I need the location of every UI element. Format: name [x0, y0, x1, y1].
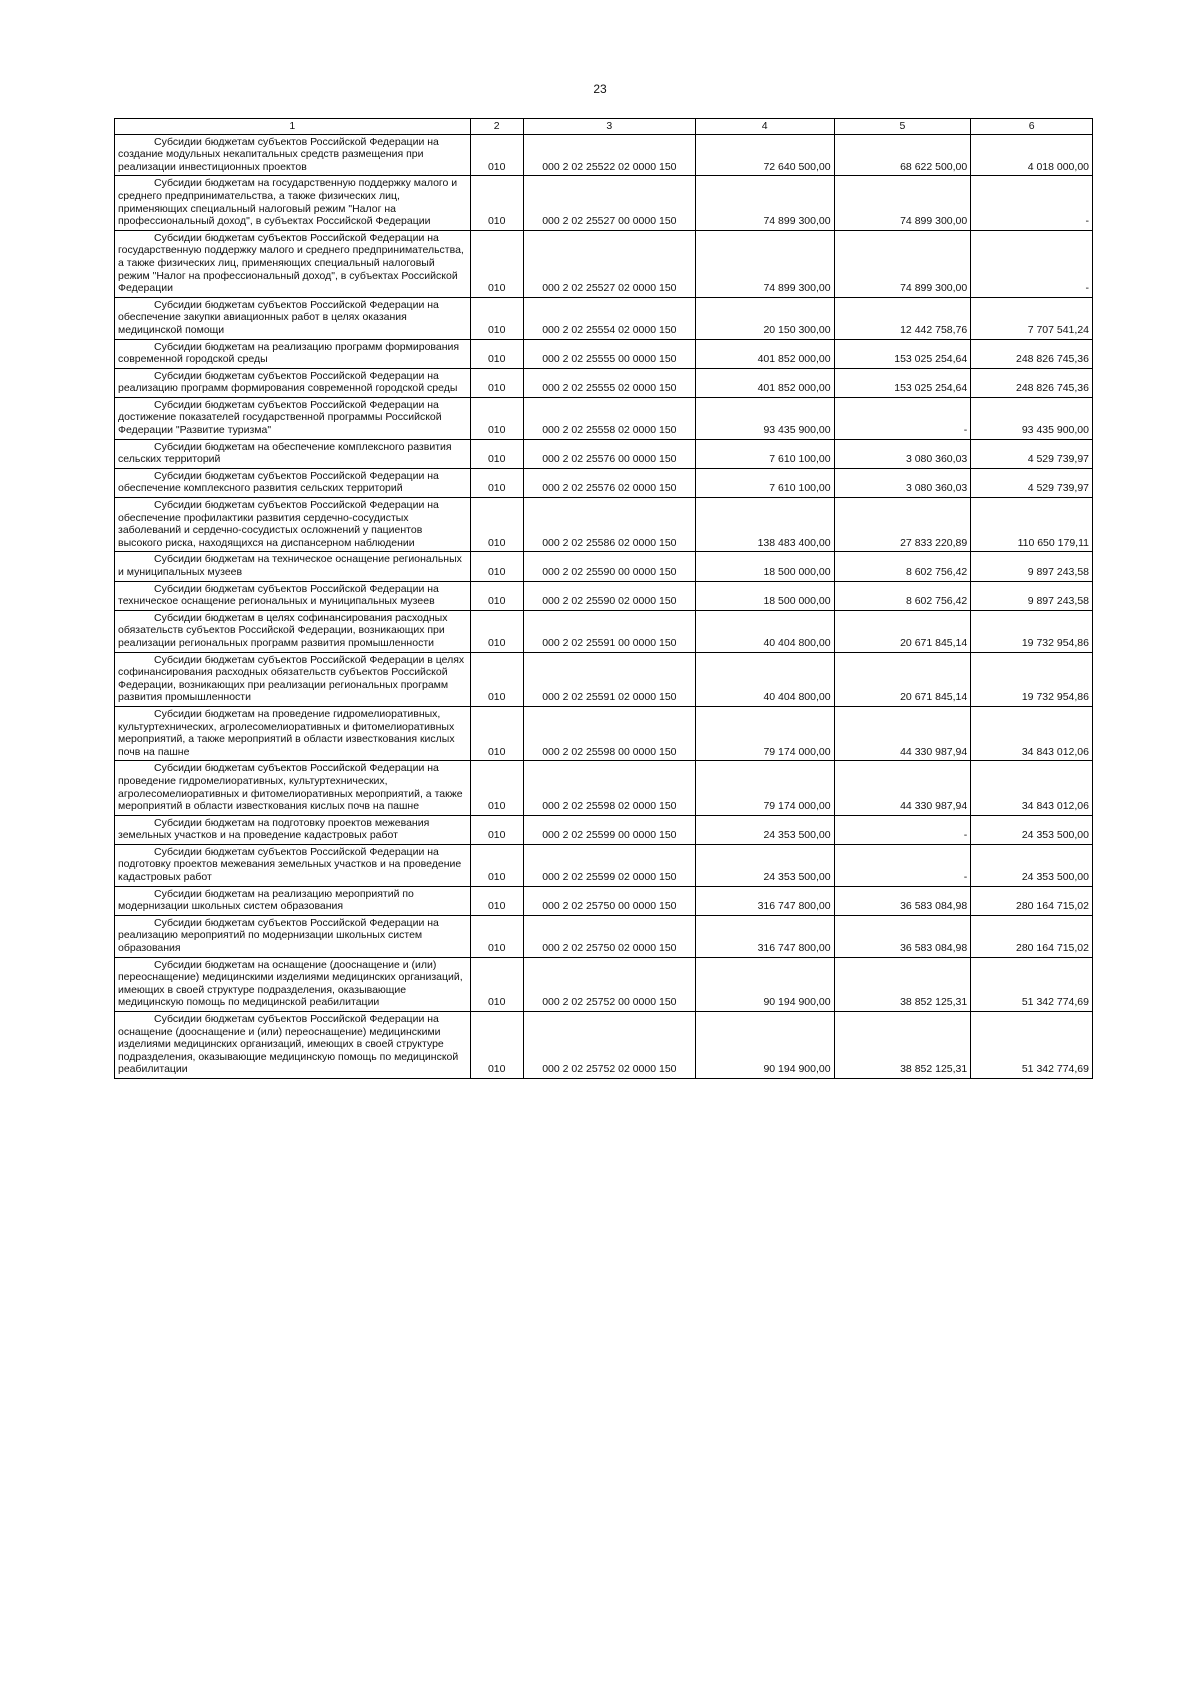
- row-value-col4: 316 747 800,00: [695, 915, 834, 957]
- row-value-col5: 44 330 987,94: [834, 761, 971, 815]
- row-budget-code: 000 2 02 25586 02 0000 150: [523, 498, 695, 552]
- row-description: Субсидии бюджетам на оснащение (дооснащение и (или) переоснащение) медицинскими изделиями медицинских организаций, имеющих в своей структуре подразделения, оказывающие медицинскую помощь по медицинской реабилитации: [115, 957, 471, 1011]
- row-value-col5: 36 583 084,98: [834, 915, 971, 957]
- row-budget-code: 000 2 02 25598 02 0000 150: [523, 761, 695, 815]
- row-description: Субсидии бюджетам субъектов Российской Федерации на подготовку проектов межевания земельных участков и на проведение кадастровых работ: [115, 844, 471, 886]
- row-code: 010: [470, 915, 523, 957]
- row-description: Субсидии бюджетам на реализацию программ формирования современной городской среды: [115, 339, 471, 368]
- row-value-col4: 90 194 900,00: [695, 957, 834, 1011]
- row-value-col5: -: [834, 844, 971, 886]
- row-description: Субсидии бюджетам субъектов Российской Федерации на техническое оснащение региональных и муниципальных музеев: [115, 581, 471, 610]
- table-body: [115, 119, 1093, 1079]
- row-budget-code: 000 2 02 25576 02 0000 150: [523, 468, 695, 497]
- row-value-col5: -: [834, 815, 971, 844]
- column-header: 4: [695, 119, 834, 135]
- row-budget-code: 000 2 02 25750 00 0000 150: [523, 886, 695, 915]
- row-value-col6: 4 529 739,97: [971, 468, 1093, 497]
- row-description: Субсидии бюджетам на обеспечение комплексного развития сельских территорий: [115, 439, 471, 468]
- row-code: 010: [470, 844, 523, 886]
- row-value-col6: -: [971, 230, 1093, 297]
- row-code: 010: [470, 652, 523, 706]
- row-value-col6: -: [971, 176, 1093, 230]
- row-value-col6: 51 342 774,69: [971, 1012, 1093, 1079]
- table-row: [115, 552, 1093, 581]
- row-budget-code: 000 2 02 25752 02 0000 150: [523, 1012, 695, 1079]
- row-budget-code: 000 2 02 25591 02 0000 150: [523, 652, 695, 706]
- table-row: [115, 957, 1093, 1011]
- row-value-col6: 4 018 000,00: [971, 134, 1093, 176]
- row-value-col6: 9 897 243,58: [971, 552, 1093, 581]
- row-value-col5: 27 833 220,89: [834, 498, 971, 552]
- table-row: [115, 297, 1093, 339]
- row-value-col5: 3 080 360,03: [834, 468, 971, 497]
- table-row: [115, 610, 1093, 652]
- row-description: Субсидии бюджетам субъектов Российской Федерации в целях софинансирования расходных обязательств субъектов Российской Федерации, возникающих при реализации региональных программ развития промышленности: [115, 652, 471, 706]
- row-value-col4: 40 404 800,00: [695, 652, 834, 706]
- row-value-col4: 79 174 000,00: [695, 706, 834, 760]
- table-row: [115, 134, 1093, 176]
- row-value-col4: 93 435 900,00: [695, 397, 834, 439]
- row-value-col4: 74 899 300,00: [695, 230, 834, 297]
- row-code: 010: [470, 706, 523, 760]
- row-description: Субсидии бюджетам субъектов Российской Федерации на обеспечение комплексного развития сельских территорий: [115, 468, 471, 497]
- row-code: 010: [470, 368, 523, 397]
- table-row: [115, 652, 1093, 706]
- row-value-col4: 24 353 500,00: [695, 815, 834, 844]
- row-budget-code: 000 2 02 25599 02 0000 150: [523, 844, 695, 886]
- table-row: [115, 581, 1093, 610]
- row-code: 010: [470, 297, 523, 339]
- table-row: [115, 886, 1093, 915]
- row-budget-code: 000 2 02 25555 00 0000 150: [523, 339, 695, 368]
- row-value-col4: 74 899 300,00: [695, 176, 834, 230]
- row-code: 010: [470, 581, 523, 610]
- column-header: 1: [115, 119, 471, 135]
- row-description: Субсидии бюджетам субъектов Российской Федерации на обеспечение закупки авиационных работ в целях оказания медицинской помощи: [115, 297, 471, 339]
- row-value-col4: 18 500 000,00: [695, 581, 834, 610]
- row-value-col5: 20 671 845,14: [834, 652, 971, 706]
- row-value-col4: 7 610 100,00: [695, 468, 834, 497]
- row-budget-code: 000 2 02 25598 00 0000 150: [523, 706, 695, 760]
- row-value-col5: 8 602 756,42: [834, 581, 971, 610]
- row-value-col6: 248 826 745,36: [971, 368, 1093, 397]
- table-row: [115, 339, 1093, 368]
- row-value-col4: 138 483 400,00: [695, 498, 834, 552]
- row-code: 010: [470, 815, 523, 844]
- row-description: Субсидии бюджетам на проведение гидромелиоративных, культуртехнических, агролесомелиоративных и фитомелиоративных мероприятий, а также мероприятий в области известкования кислых почв на пашне: [115, 706, 471, 760]
- row-value-col6: 24 353 500,00: [971, 815, 1093, 844]
- row-budget-code: 000 2 02 25554 02 0000 150: [523, 297, 695, 339]
- row-description: Субсидии бюджетам в целях софинансирования расходных обязательств субъектов Российской Федерации, возникающих при реализации региональных программ развития промышленности: [115, 610, 471, 652]
- row-value-col6: 280 164 715,02: [971, 915, 1093, 957]
- row-value-col6: 19 732 954,86: [971, 610, 1093, 652]
- row-code: 010: [470, 339, 523, 368]
- row-budget-code: 000 2 02 25555 02 0000 150: [523, 368, 695, 397]
- row-value-col6: 110 650 179,11: [971, 498, 1093, 552]
- row-budget-code: 000 2 02 25558 02 0000 150: [523, 397, 695, 439]
- row-budget-code: 000 2 02 25522 02 0000 150: [523, 134, 695, 176]
- row-code: 010: [470, 552, 523, 581]
- row-code: 010: [470, 230, 523, 297]
- row-description: Субсидии бюджетам на техническое оснащение региональных и муниципальных музеев: [115, 552, 471, 581]
- column-header: 6: [971, 119, 1093, 135]
- column-header-row: [115, 119, 1093, 135]
- row-budget-code: 000 2 02 25591 00 0000 150: [523, 610, 695, 652]
- row-budget-code: 000 2 02 25752 00 0000 150: [523, 957, 695, 1011]
- row-value-col6: 93 435 900,00: [971, 397, 1093, 439]
- row-value-col6: 19 732 954,86: [971, 652, 1093, 706]
- row-value-col6: 280 164 715,02: [971, 886, 1093, 915]
- row-value-col6: 248 826 745,36: [971, 339, 1093, 368]
- row-budget-code: 000 2 02 25590 02 0000 150: [523, 581, 695, 610]
- row-description: Субсидии бюджетам субъектов Российской Федерации на создание модульных некапитальных средств размещения при реализации инвестиционных проектов: [115, 134, 471, 176]
- table-row: [115, 915, 1093, 957]
- table-row: [115, 368, 1093, 397]
- row-value-col5: 44 330 987,94: [834, 706, 971, 760]
- row-value-col5: -: [834, 397, 971, 439]
- row-description: Субсидии бюджетам субъектов Российской Федерации на обеспечение профилактики развития сердечно-сосудистых заболеваний и сердечно-сосудистых осложнений у пациентов высокого риска, находящихся на диспансерном наблюдении: [115, 498, 471, 552]
- row-budget-code: 000 2 02 25527 00 0000 150: [523, 176, 695, 230]
- table-row: [115, 176, 1093, 230]
- row-code: 010: [470, 610, 523, 652]
- row-description: Субсидии бюджетам субъектов Российской Федерации на государственную поддержку малого и среднего предпринимательства, а также физических лиц, применяющих специальный налоговый режим "Налог на профессиональный доход", в субъектах Российской Федерации: [115, 230, 471, 297]
- row-code: 010: [470, 761, 523, 815]
- row-value-col4: 79 174 000,00: [695, 761, 834, 815]
- row-value-col4: 401 852 000,00: [695, 339, 834, 368]
- row-code: 010: [470, 957, 523, 1011]
- row-code: 010: [470, 134, 523, 176]
- row-value-col4: 18 500 000,00: [695, 552, 834, 581]
- row-code: 010: [470, 397, 523, 439]
- row-value-col5: 153 025 254,64: [834, 339, 971, 368]
- row-value-col4: 401 852 000,00: [695, 368, 834, 397]
- row-value-col4: 40 404 800,00: [695, 610, 834, 652]
- row-code: 010: [470, 498, 523, 552]
- table-row: [115, 230, 1093, 297]
- table-row: [115, 397, 1093, 439]
- row-code: 010: [470, 1012, 523, 1079]
- row-description: Субсидии бюджетам субъектов Российской Федерации на реализацию программ формирования современной городской среды: [115, 368, 471, 397]
- row-value-col5: 8 602 756,42: [834, 552, 971, 581]
- row-value-col5: 74 899 300,00: [834, 176, 971, 230]
- row-value-col5: 38 852 125,31: [834, 957, 971, 1011]
- column-header: 5: [834, 119, 971, 135]
- table-row: [115, 439, 1093, 468]
- row-code: 010: [470, 176, 523, 230]
- page-number: 23: [593, 82, 607, 96]
- row-value-col5: 3 080 360,03: [834, 439, 971, 468]
- row-budget-code: 000 2 02 25590 00 0000 150: [523, 552, 695, 581]
- row-description: Субсидии бюджетам субъектов Российской Федерации на оснащение (дооснащение и (или) переоснащение) медицинскими изделиями медицинских организаций, имеющих в своей структуре подразделения, оказывающие медицинскую помощь по медицинской реабилитации: [115, 1012, 471, 1079]
- row-description: Субсидии бюджетам на подготовку проектов межевания земельных участков и на проведение кадастровых работ: [115, 815, 471, 844]
- row-value-col5: 153 025 254,64: [834, 368, 971, 397]
- row-value-col6: 34 843 012,06: [971, 761, 1093, 815]
- row-code: 010: [470, 468, 523, 497]
- row-value-col5: 12 442 758,76: [834, 297, 971, 339]
- row-value-col4: 316 747 800,00: [695, 886, 834, 915]
- row-code: 010: [470, 439, 523, 468]
- column-header: 2: [470, 119, 523, 135]
- row-description: Субсидии бюджетам субъектов Российской Федерации на реализацию мероприятий по модернизации школьных систем образования: [115, 915, 471, 957]
- row-value-col4: 72 640 500,00: [695, 134, 834, 176]
- row-budget-code: 000 2 02 25750 02 0000 150: [523, 915, 695, 957]
- row-value-col5: 74 899 300,00: [834, 230, 971, 297]
- row-budget-code: 000 2 02 25527 02 0000 150: [523, 230, 695, 297]
- table-row: [115, 815, 1093, 844]
- row-value-col6: 9 897 243,58: [971, 581, 1093, 610]
- row-value-col6: 4 529 739,97: [971, 439, 1093, 468]
- row-value-col6: 51 342 774,69: [971, 957, 1093, 1011]
- row-value-col6: 7 707 541,24: [971, 297, 1093, 339]
- budget-table: [114, 118, 1093, 1079]
- row-description: Субсидии бюджетам на государственную поддержку малого и среднего предпринимательства, а также физических лиц, применяющих специальный налоговый режим "Налог на профессиональный доход", в субъектах Российской Федерации: [115, 176, 471, 230]
- row-value-col6: 34 843 012,06: [971, 706, 1093, 760]
- row-value-col5: 68 622 500,00: [834, 134, 971, 176]
- row-value-col5: 38 852 125,31: [834, 1012, 971, 1079]
- row-description: Субсидии бюджетам на реализацию мероприятий по модернизации школьных систем образования: [115, 886, 471, 915]
- row-value-col4: 7 610 100,00: [695, 439, 834, 468]
- row-value-col4: 20 150 300,00: [695, 297, 834, 339]
- row-description: Субсидии бюджетам субъектов Российской Федерации на проведение гидромелиоративных, культуртехнических, агролесомелиоративных и фитомелиоративных мероприятий, а также мероприятий в области известкования кислых почв на пашне: [115, 761, 471, 815]
- table-row: [115, 844, 1093, 886]
- row-description: Субсидии бюджетам субъектов Российской Федерации на достижение показателей государственной программы Российской Федерации "Развитие туризма": [115, 397, 471, 439]
- column-header: 3: [523, 119, 695, 135]
- row-budget-code: 000 2 02 25599 00 0000 150: [523, 815, 695, 844]
- table-row: [115, 468, 1093, 497]
- row-budget-code: 000 2 02 25576 00 0000 150: [523, 439, 695, 468]
- row-value-col6: 24 353 500,00: [971, 844, 1093, 886]
- row-value-col4: 24 353 500,00: [695, 844, 834, 886]
- row-value-col5: 36 583 084,98: [834, 886, 971, 915]
- row-code: 010: [470, 886, 523, 915]
- table-row: [115, 706, 1093, 760]
- row-value-col5: 20 671 845,14: [834, 610, 971, 652]
- table-row: [115, 761, 1093, 815]
- row-value-col4: 90 194 900,00: [695, 1012, 834, 1079]
- table-row: [115, 1012, 1093, 1079]
- table-row: [115, 498, 1093, 552]
